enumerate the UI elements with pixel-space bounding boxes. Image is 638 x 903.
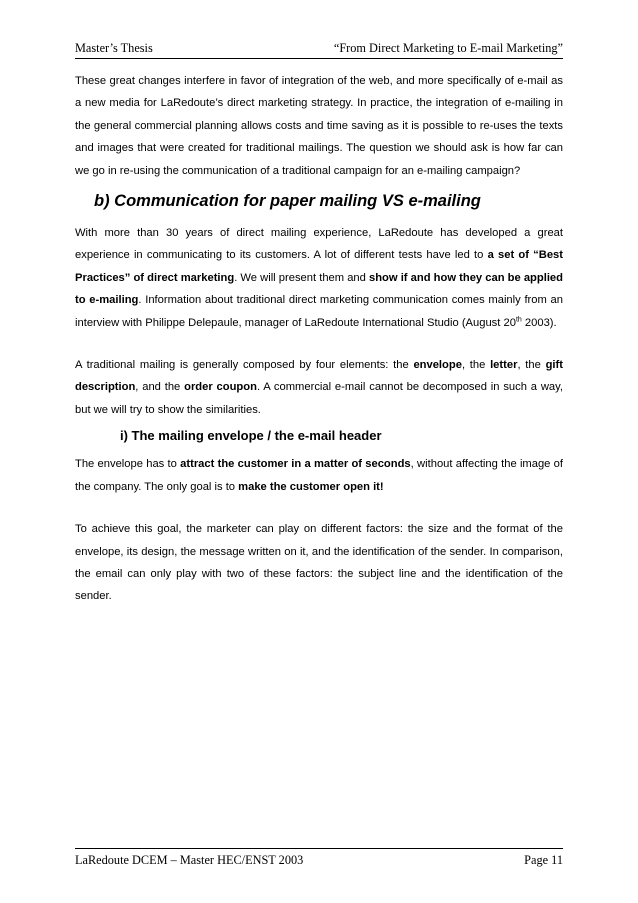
subsection-heading-i: i) The mailing envelope / the e-mail header bbox=[120, 428, 382, 444]
text-run: 2003). bbox=[521, 316, 557, 329]
paragraph-elements bbox=[75, 354, 563, 421]
superscript: th bbox=[515, 315, 522, 323]
page-body bbox=[75, 70, 563, 608]
bold-run: letter bbox=[490, 359, 518, 372]
section-heading-b: b) Communication for paper mailing VS e-mailing bbox=[94, 192, 481, 211]
paragraph-envelope bbox=[75, 453, 563, 498]
page-number: Page 11 bbox=[524, 853, 563, 867]
text-run: The envelope has to bbox=[75, 458, 181, 471]
bold-run: gift description bbox=[75, 359, 563, 394]
page-footer bbox=[75, 852, 563, 868]
footer-left-text: LaRedoute DCEM – Master HEC/ENST 2003 bbox=[75, 853, 304, 867]
text-run: , the bbox=[461, 359, 491, 372]
bold-run: show if and how they can be applied to e-mailing bbox=[75, 271, 563, 307]
footer-rule bbox=[75, 848, 563, 849]
header-left-title: Master’s Thesis bbox=[75, 41, 153, 55]
text-run: , without affecting the image of the company. The only goal is to bbox=[75, 458, 564, 493]
bold-run: envelope bbox=[413, 359, 462, 372]
text-run: . A commercial e-mail cannot be decomposed in such a way, but we will try to show the similarities. bbox=[75, 381, 563, 416]
bold-run: a set of “Best Practices” of direct marketing bbox=[75, 249, 563, 284]
bold-run: order coupon bbox=[184, 381, 257, 394]
bold-run: attract the customer in a matter of seconds bbox=[180, 458, 411, 471]
header-right-title: “From Direct Marketing to E-mail Marketing” bbox=[333, 41, 563, 55]
text-run: , and the bbox=[135, 381, 185, 394]
text-run: . We will present them and bbox=[234, 271, 369, 284]
text-run: With more than 30 years of direct mailing experience, LaRedoute has developed a great experience in communicating to its customers. A lot of different tests have led to bbox=[75, 227, 563, 262]
bold-run: make the customer open it! bbox=[238, 480, 384, 493]
text-run: . Information about traditional direct marketing communication comes mainly from an interview with Philippe Delepaule, manager of LaRedoute International Studio (August 20 bbox=[75, 294, 563, 329]
header-rule bbox=[75, 58, 563, 59]
paragraph-factors: To achieve this goal, the marketer can play on different factors: the size and the format of the envelope, its design, the message written on it, and the identification of the sender. In comparison, the email can only play with two of these factors: the subject line and the identification of the sender. bbox=[75, 523, 563, 603]
paragraph-experience bbox=[75, 222, 563, 334]
page-header bbox=[75, 40, 563, 56]
paragraph-intro: These great changes interfere in favor of integration of the web, and more specifically of e-mail as a new media for LaRedoute’s direct marketing strategy. In practice, the integration of e-mailing in the general commercial planning allows costs and time saving as it is possible to re-uses the texts and images that were created for traditional mailings. The question we should ask is how far can we go in re-using the communication of a traditional campaign for an e-mailing campaign? bbox=[75, 75, 563, 177]
text-run: , the bbox=[517, 359, 546, 372]
text-run: A traditional mailing is generally composed by four elements: the bbox=[75, 359, 414, 372]
